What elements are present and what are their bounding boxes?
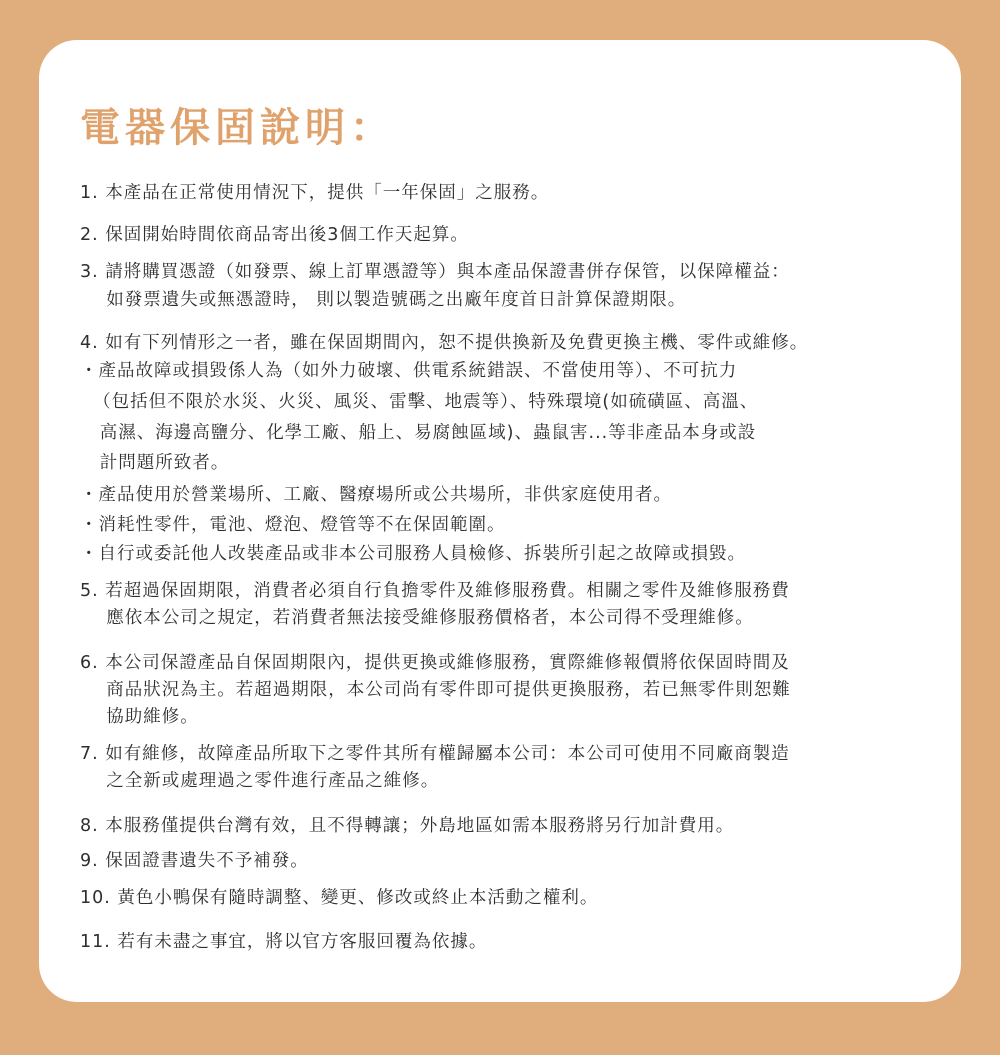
- page-title: 電器保固說明：: [80, 105, 395, 151]
- term-9: 9. 保固證書遺失不予補發。: [80, 851, 309, 871]
- exclusion-3: ・消耗性零件，電池、燈泡、燈管等不在保固範圍。: [80, 515, 506, 535]
- exclusion-1-line-4: 計問題所致者。: [80, 453, 230, 473]
- exclusion-2: ・產品使用於營業場所、工廠、醫療場所或公共場所，非供家庭使用者。: [80, 485, 672, 505]
- exclusion-4: ・自行或委託他人改裝產品或非本公司服務人員檢修、拆裝所引起之故障或損毀。: [80, 544, 746, 564]
- term-2: 2. 保固開始時間依商品寄出後3個工作天起算。: [80, 225, 469, 245]
- term-11: 11. 若有未盡之事宜，將以官方客服回覆為依據。: [80, 932, 488, 952]
- term-8: 8. 本服務僅提供台灣有效，且不得轉讓；外島地區如需本服務將另行加計費用。: [80, 816, 735, 836]
- term-7-line-1: 7. 如有維修，故障產品所取下之零件其所有權歸屬本公司：本公司可使用不同廠商製造: [80, 744, 790, 764]
- exclusion-1-line-2: （包括但不限於水災、火災、風災、雷擊、地震等）、特殊環境(如硫磺區、高溫、: [80, 392, 759, 412]
- term-4: 4. 如有下列情形之一者，雖在保固期間內，恕不提供換新及免費更換主機、零件或維修。: [80, 333, 809, 353]
- term-10: 10. 黃色小鴨保有隨時調整、變更、修改或終止本活動之權利。: [80, 888, 599, 908]
- term-3-line-2: 如發票遺失或無憑證時， 則以製造號碼之出廠年度首日計算保證期限。: [80, 290, 687, 310]
- exclusion-1-line-1: ・產品故障或損毀係人為（如外力破壞、供電系統錯誤、不當使用等）、不可抗力: [80, 361, 738, 381]
- term-5-line-1: 5. 若超過保固期限，消費者必須自行負擔零件及維修服務費。相關之零件及維修服務費: [80, 581, 790, 601]
- exclusion-1-line-3: 高濕、海邊高鹽分、化學工廠、船上、易腐蝕區域)、蟲鼠害...等非產品本身或設: [80, 423, 757, 443]
- term-3-line-1: 3. 請將購買憑證（如發票、線上訂單憑證等）與本產品保證書併存保管，以保障權益：: [80, 262, 790, 282]
- term-7-line-2: 之全新或處理過之零件進行產品之維修。: [80, 771, 440, 791]
- term-1: 1. 本產品在正常使用情況下，提供「一年保固」之服務。: [80, 183, 550, 203]
- term-6-line-2: 商品狀況為主。若超過期限，本公司尚有零件即可提供更換服務，若已無零件則恕難: [80, 680, 791, 700]
- term-5-line-2: 應依本公司之規定，若消費者無法接受維修服務價格者，本公司得不受理維修。: [80, 608, 754, 628]
- term-6-line-3: 協助維修。: [80, 707, 199, 727]
- term-6-line-1: 6. 本公司保證產品自保固期限內，提供更換或維修服務，實際維修報價將依保固時間及: [80, 653, 790, 673]
